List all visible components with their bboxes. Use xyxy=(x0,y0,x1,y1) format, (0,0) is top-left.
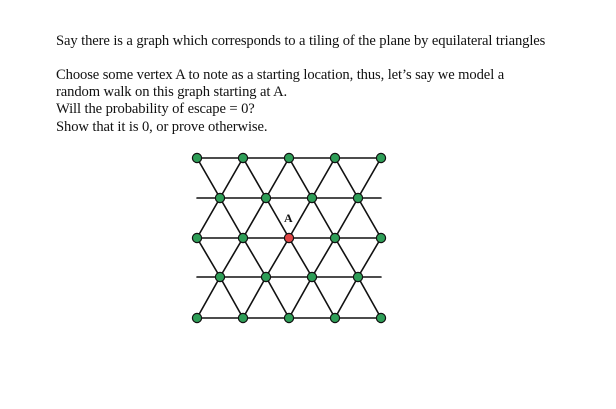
diagonal-edge xyxy=(358,277,381,318)
lattice-vertex xyxy=(330,313,339,322)
lattice-vertex xyxy=(330,153,339,162)
lattice-vertex xyxy=(376,153,385,162)
lattice-vertex xyxy=(215,272,224,281)
lattice-vertex xyxy=(261,193,270,202)
text-line-4: Will the probability of escape = 0? xyxy=(56,101,255,117)
diagonal-edge xyxy=(220,238,243,277)
diagonal-edge xyxy=(220,158,243,198)
lattice-vertex xyxy=(376,233,385,242)
diagonal-edge xyxy=(289,238,312,277)
diagonal-edge xyxy=(220,198,243,238)
diagonal-edge xyxy=(266,238,289,277)
lattice-vertex xyxy=(330,233,339,242)
diagonal-edge xyxy=(312,158,335,198)
lattice-vertex xyxy=(284,153,293,162)
lattice-vertex xyxy=(192,313,201,322)
diagonal-edge xyxy=(335,198,358,238)
diagonal-edge xyxy=(243,198,266,238)
diagonal-edge xyxy=(197,277,220,318)
lattice-vertex xyxy=(376,313,385,322)
lattice-vertex xyxy=(238,153,247,162)
diagonal-edge xyxy=(197,158,220,198)
lattice-vertex xyxy=(261,272,270,281)
diagonal-edge xyxy=(197,198,220,238)
diagonal-edge xyxy=(335,238,358,277)
diagonal-edge xyxy=(243,238,266,277)
diagonal-edge xyxy=(358,238,381,277)
lattice-vertex xyxy=(238,313,247,322)
diagonal-edge xyxy=(243,277,266,318)
text-line-1: Say there is a graph which corresponds to a tiling of the plane by equilateral triangles xyxy=(56,33,546,49)
text-line-3: random walk on this graph starting at A. xyxy=(56,84,288,100)
start-vertex xyxy=(284,233,293,242)
lattice-vertex xyxy=(284,313,293,322)
lattice-vertex xyxy=(353,193,362,202)
lattice-vertex xyxy=(353,272,362,281)
start-vertex-label: A xyxy=(284,211,293,225)
diagonal-edge xyxy=(312,238,335,277)
lattice-vertex xyxy=(238,233,247,242)
diagonal-edge xyxy=(335,158,358,198)
diagonal-edge xyxy=(335,277,358,318)
diagonal-edge xyxy=(243,158,266,198)
lattice-vertex xyxy=(192,153,201,162)
text-line-2: Choose some vertex A to note as a starting location, thus, let’s say we model a xyxy=(56,67,505,83)
diagonal-edge xyxy=(358,158,381,198)
lattice-vertex xyxy=(215,193,224,202)
diagonal-edge xyxy=(312,277,335,318)
lattice-vertex xyxy=(307,193,316,202)
lattice-vertex xyxy=(307,272,316,281)
diagonal-edge xyxy=(312,198,335,238)
text-line-5: Show that it is 0, or prove otherwise. xyxy=(56,119,268,135)
diagonal-edge xyxy=(266,277,289,318)
lattice-vertex xyxy=(192,233,201,242)
diagonal-edge xyxy=(220,277,243,318)
diagonal-edge xyxy=(289,158,312,198)
diagonal-edge xyxy=(289,277,312,318)
diagonal-edge xyxy=(266,158,289,198)
diagonal-edge xyxy=(358,198,381,238)
diagonal-edge xyxy=(197,238,220,277)
